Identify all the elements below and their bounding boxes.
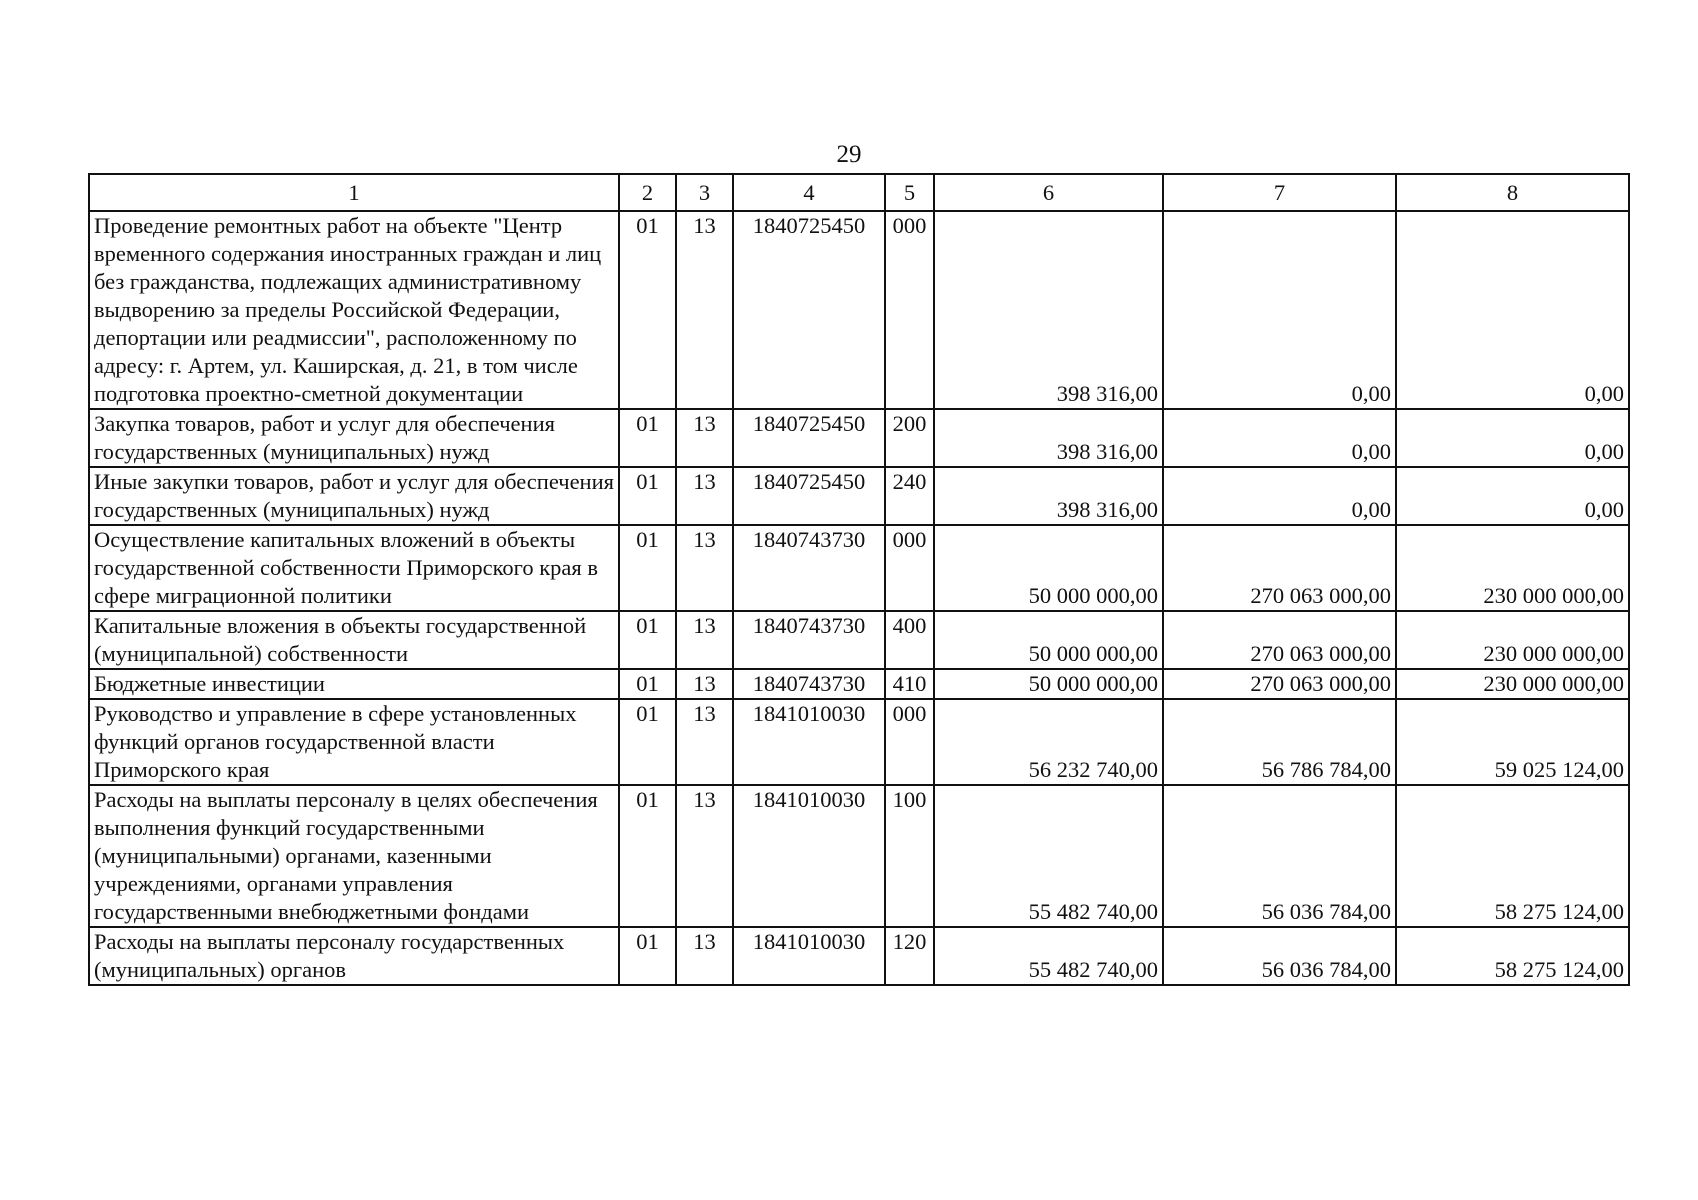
subsection-code-cell: 13 — [676, 669, 733, 699]
expense-type-cell: 000 — [885, 525, 934, 611]
amount-col8-cell: 58 275 124,00 — [1396, 927, 1629, 985]
table-row — [89, 467, 1629, 525]
column-header-6: 6 — [934, 174, 1163, 211]
budget-table — [88, 173, 1630, 986]
subsection-code-cell: 13 — [676, 611, 733, 669]
expense-type-cell: 000 — [885, 699, 934, 785]
column-header-2: 2 — [619, 174, 676, 211]
target-article-cell: 1840725450 — [733, 467, 885, 525]
target-article-cell: 1841010030 — [733, 699, 885, 785]
amount-col8-cell: 0,00 — [1396, 467, 1629, 525]
expense-type-cell: 410 — [885, 669, 934, 699]
amount-col7-cell: 270 063 000,00 — [1163, 669, 1396, 699]
amount-col8-cell: 58 275 124,00 — [1396, 785, 1629, 927]
expense-name-cell: Закупка товаров, работ и услуг для обеспечения государственных (муниципальных) нужд — [89, 409, 619, 467]
target-article-cell: 1840743730 — [733, 611, 885, 669]
amount-col6-cell: 50 000 000,00 — [934, 669, 1163, 699]
amount-col6-cell: 50 000 000,00 — [934, 611, 1163, 669]
section-code-cell: 01 — [619, 927, 676, 985]
section-code-cell: 01 — [619, 467, 676, 525]
subsection-code-cell: 13 — [676, 525, 733, 611]
expense-name-cell: Осуществление капитальных вложений в объекты государственной собственности Приморского края в сфере миграционной политики — [89, 525, 619, 611]
amount-col7-cell: 270 063 000,00 — [1163, 611, 1396, 669]
target-article-cell: 1840743730 — [733, 525, 885, 611]
amount-col8-cell: 0,00 — [1396, 409, 1629, 467]
amount-col7-cell: 56 786 784,00 — [1163, 699, 1396, 785]
expense-type-cell: 240 — [885, 467, 934, 525]
section-code-cell: 01 — [619, 669, 676, 699]
subsection-code-cell: 13 — [676, 927, 733, 985]
subsection-code-cell: 13 — [676, 409, 733, 467]
table-row — [89, 211, 1629, 409]
amount-col8-cell: 230 000 000,00 — [1396, 611, 1629, 669]
subsection-code-cell: 13 — [676, 785, 733, 927]
target-article-cell: 1841010030 — [733, 785, 885, 927]
expense-name-cell: Расходы на выплаты персоналу государственных (муниципальных) органов — [89, 927, 619, 985]
column-header-8: 8 — [1396, 174, 1629, 211]
amount-col6-cell: 398 316,00 — [934, 409, 1163, 467]
target-article-cell: 1840725450 — [733, 211, 885, 409]
expense-name-cell: Руководство и управление в сфере установленных функций органов государственной власти Приморского края — [89, 699, 619, 785]
amount-col8-cell: 230 000 000,00 — [1396, 525, 1629, 611]
expense-type-cell: 120 — [885, 927, 934, 985]
table-row — [89, 785, 1629, 927]
amount-col7-cell: 0,00 — [1163, 467, 1396, 525]
target-article-cell: 1840743730 — [733, 669, 885, 699]
expense-type-cell: 200 — [885, 409, 934, 467]
expense-name-cell: Иные закупки товаров, работ и услуг для обеспечения государственных (муниципальных) нужд — [89, 467, 619, 525]
section-code-cell: 01 — [619, 211, 676, 409]
subsection-code-cell: 13 — [676, 211, 733, 409]
table-row — [89, 611, 1629, 669]
column-header-4: 4 — [733, 174, 885, 211]
amount-col6-cell: 55 482 740,00 — [934, 927, 1163, 985]
amount-col7-cell: 56 036 784,00 — [1163, 927, 1396, 985]
target-article-cell: 1841010030 — [733, 927, 885, 985]
table-row — [89, 927, 1629, 985]
column-header-7: 7 — [1163, 174, 1396, 211]
amount-col6-cell: 50 000 000,00 — [934, 525, 1163, 611]
amount-col6-cell: 398 316,00 — [934, 211, 1163, 409]
table-body — [89, 211, 1629, 985]
amount-col8-cell: 59 025 124,00 — [1396, 699, 1629, 785]
amount-col7-cell: 56 036 784,00 — [1163, 785, 1396, 927]
amount-col7-cell: 270 063 000,00 — [1163, 525, 1396, 611]
expense-name-cell: Капитальные вложения в объекты государственной (муниципальной) собственности — [89, 611, 619, 669]
header-row — [89, 174, 1629, 211]
expense-name-cell: Проведение ремонтных работ на объекте "Центр временного содержания иностранных граждан и лиц без гражданства, подлежащих административному выдворению за пределы Российской Федерации, депортации или реадмиссии", расположенному по адресу: г. Артем, ул. Каширская, д. 21, в том числе подготовка проектно-сметной документации — [89, 211, 619, 409]
amount-col7-cell: 0,00 — [1163, 211, 1396, 409]
expense-type-cell: 100 — [885, 785, 934, 927]
amount-col7-cell: 0,00 — [1163, 409, 1396, 467]
column-header-3: 3 — [676, 174, 733, 211]
table-row — [89, 525, 1629, 611]
subsection-code-cell: 13 — [676, 467, 733, 525]
amount-col8-cell: 230 000 000,00 — [1396, 669, 1629, 699]
section-code-cell: 01 — [619, 785, 676, 927]
table-row — [89, 669, 1629, 699]
column-header-5: 5 — [885, 174, 934, 211]
target-article-cell: 1840725450 — [733, 409, 885, 467]
amount-col6-cell: 55 482 740,00 — [934, 785, 1163, 927]
expense-type-cell: 000 — [885, 211, 934, 409]
amount-col6-cell: 398 316,00 — [934, 467, 1163, 525]
expense-type-cell: 400 — [885, 611, 934, 669]
section-code-cell: 01 — [619, 611, 676, 669]
amount-col6-cell: 56 232 740,00 — [934, 699, 1163, 785]
amount-col8-cell: 0,00 — [1396, 211, 1629, 409]
section-code-cell: 01 — [619, 699, 676, 785]
page-number: 29 — [836, 141, 862, 168]
table-row — [89, 409, 1629, 467]
subsection-code-cell: 13 — [676, 699, 733, 785]
expense-name-cell: Расходы на выплаты персоналу в целях обеспечения выполнения функций государственными (муниципальными) органами, казенными учреждениями, органами управления государственными внебюджетными фондами — [89, 785, 619, 927]
column-header-1: 1 — [89, 174, 619, 211]
table-row — [89, 699, 1629, 785]
section-code-cell: 01 — [619, 409, 676, 467]
section-code-cell: 01 — [619, 525, 676, 611]
expense-name-cell: Бюджетные инвестиции — [89, 669, 619, 699]
